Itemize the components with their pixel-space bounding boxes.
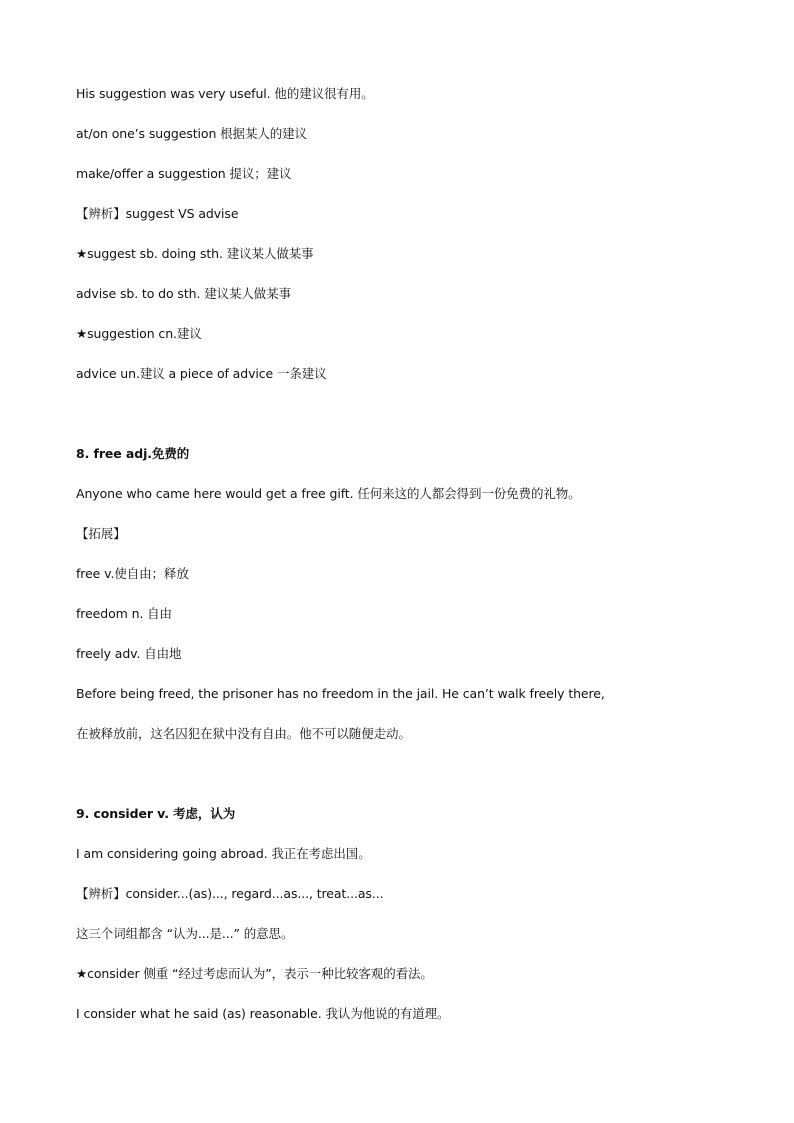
usage-consider-note: ★consider 侧重 “经过考虑而认为”，表示一种比较客观的看法。: [76, 966, 433, 981]
analysis-suggest-advise: 【辨析】suggest VS advise: [76, 206, 239, 221]
example-sentence-consider-reasonable: I consider what he said (as) reasonable. 我认为他说的有道理。: [76, 1006, 450, 1021]
phrase-make-suggestion: make/offer a suggestion 提议；建议: [76, 166, 292, 181]
example-sentence-free: Anyone who came here would get a free gift. 任何来这的人都会得到一份免费的礼物。: [76, 486, 581, 501]
usage-suggestion: ★suggestion cn.建议: [76, 326, 202, 341]
section-label-extension: 【拓展】: [76, 526, 126, 541]
phrase-at-suggestion: at/on one’s suggestion 根据某人的建议: [76, 126, 307, 141]
example-translation-freed: 在被释放前，这名囚犯在狱中没有自由。他不可以随便走动。: [76, 726, 411, 741]
usage-advise: advise sb. to do sth. 建议某人做某事: [76, 286, 291, 301]
entry-heading-free: 8. free adj.免费的: [76, 446, 190, 461]
usage-suggest: ★suggest sb. doing sth. 建议某人做某事: [76, 246, 314, 261]
entry-heading-consider: 9. consider v. 考虑，认为: [76, 806, 236, 821]
analysis-consider-regard-treat: 【辨析】consider...(as)..., regard...as..., treat...as...: [76, 886, 384, 901]
example-sentence-considering: I am considering going abroad. 我正在考虑出国。: [76, 846, 371, 861]
example-sentence-freed: Before being freed, the prisoner has no freedom in the jail. He can’t walk freely there,: [76, 686, 605, 701]
usage-freedom: freedom n. 自由: [76, 606, 172, 621]
usage-free-verb: free v.使自由；释放: [76, 566, 189, 581]
usage-freely: freely adv. 自由地: [76, 646, 182, 661]
analysis-explanation: 这三个词组都含 “认为...是...” 的意思。: [76, 926, 294, 941]
usage-advice: advice un.建议 a piece of advice 一条建议: [76, 366, 327, 381]
example-sentence-suggestion: His suggestion was very useful. 他的建议很有用。: [76, 86, 374, 101]
